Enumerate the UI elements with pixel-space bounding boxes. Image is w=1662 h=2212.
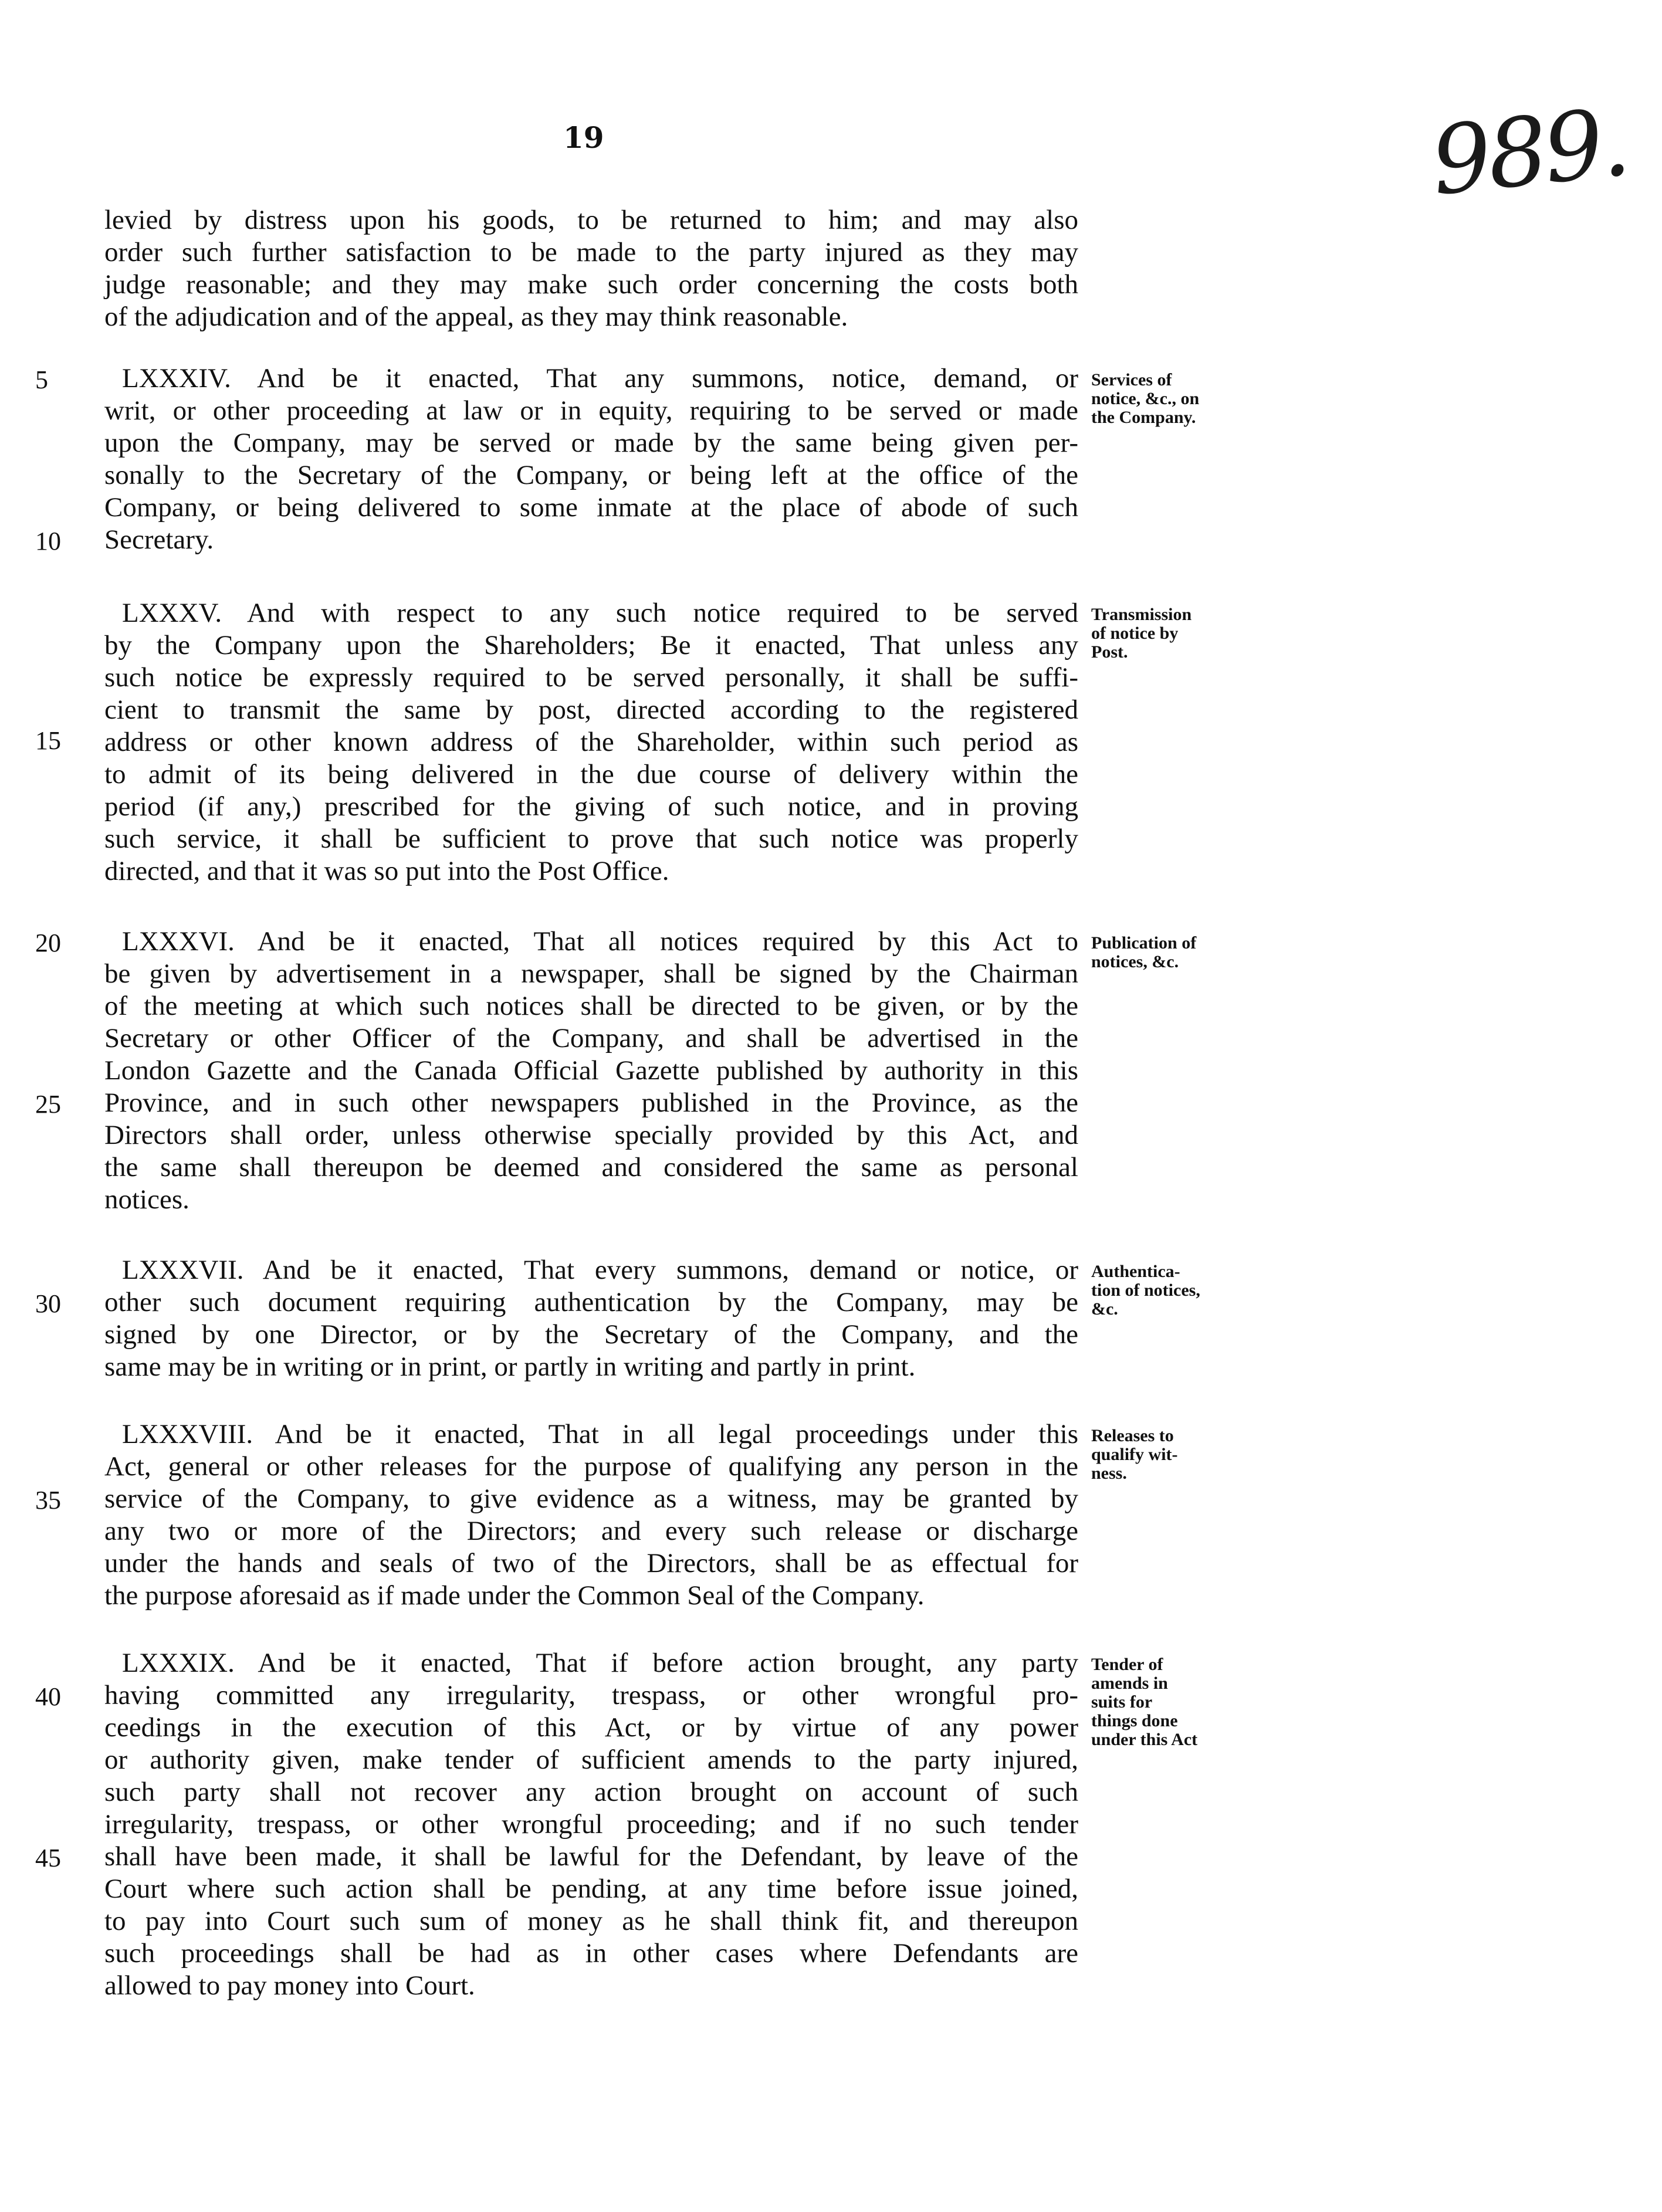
line-number: 40: [35, 1682, 61, 1711]
line-number: 25: [35, 1090, 61, 1119]
text-line: Directors shall order, unless otherwise specially provided by this Act, and: [104, 1120, 1078, 1150]
text-line: of the adjudication and of the appeal, as they may think reasonable.: [104, 302, 848, 332]
margin-note-services-of-notice: [1091, 371, 1255, 427]
line-number: 15: [35, 726, 61, 755]
text-line: Court where such action shall be pending, at any time before issue joined,: [104, 1874, 1078, 1904]
line-number: 45: [35, 1844, 61, 1872]
text-line: LXXXIV. And be it enacted, That any summons, notice, demand, or: [122, 363, 1078, 394]
text-line: order such further satisfaction to be made to the party injured as they may: [104, 237, 1078, 267]
text-line: the purpose aforesaid as if made under the Common Seal of the Company.: [104, 1580, 925, 1611]
text-line: Act, general or other releases for the purpose of qualifying any person in the: [104, 1451, 1078, 1482]
text-line: judge reasonable; and they may make such order concerning the costs both: [104, 269, 1078, 300]
margin-note-authentication-of-notices: [1091, 1262, 1255, 1319]
margin-note-line: the Company.: [1091, 408, 1196, 427]
text-line: signed by one Director, or by the Secretary of the Company, and the: [104, 1319, 1078, 1350]
margin-note-line: amends in: [1091, 1674, 1168, 1693]
margin-note-line: things done: [1091, 1711, 1178, 1730]
line-number: 20: [35, 929, 61, 957]
margin-note-tender-of-amends: [1091, 1655, 1255, 1749]
text-line: levied by distress upon his goods, to be returned to him; and may also: [104, 205, 1078, 235]
section-lxxxiv: [104, 363, 1078, 556]
text-line: ceedings in the execution of this Act, or by virtue of any power: [104, 1712, 1078, 1743]
text-line: Secretary.: [104, 524, 214, 555]
text-line: irregularity, trespass, or other wrongful proceeding; and if no such tender: [104, 1809, 1078, 1840]
margin-note-line: Publication of: [1091, 933, 1197, 953]
text-line: or authority given, make tender of sufficient amends to the party injured,: [104, 1744, 1078, 1775]
margin-note-line: suits for: [1091, 1692, 1153, 1712]
text-line: such party shall not recover any action brought on account of such: [104, 1777, 1078, 1807]
text-line: allowed to pay money into Court.: [104, 1970, 475, 2001]
text-line: Company, or being delivered to some inmate at the place of abode of such: [104, 492, 1078, 523]
margin-note-line: tion of notices,: [1091, 1281, 1200, 1300]
text-line: such service, it shall be sufficient to prove that such notice was properly: [104, 824, 1078, 854]
margin-note-line: Releases to: [1091, 1426, 1174, 1445]
text-line: cient to transmit the same by post, directed according to the registered: [104, 695, 1078, 725]
text-line: LXXXVIII. And be it enacted, That in all legal proceedings under this: [122, 1419, 1078, 1449]
margin-note-releases-to-qualify-witness: [1091, 1427, 1255, 1483]
paragraph-continuation: [104, 204, 1078, 333]
text-line: under the hands and seals of two of the Directors, shall be as effectual for: [104, 1548, 1078, 1578]
margin-note-line: Tender of: [1091, 1655, 1163, 1674]
section-lxxxviii: [104, 1418, 1078, 1612]
line-number: 35: [35, 1486, 61, 1515]
margin-note-line: notices, &c.: [1091, 952, 1179, 971]
text-line: upon the Company, may be served or made by the same being given per-: [104, 428, 1078, 458]
text-line: of the meeting at which such notices shall be directed to be given, or by the: [104, 991, 1078, 1021]
text-line: Secretary or other Officer of the Company, and shall be advertised in the: [104, 1023, 1078, 1054]
margin-note-line: Post.: [1091, 642, 1128, 662]
line-number: 30: [35, 1289, 61, 1318]
text-line: by the Company upon the Shareholders; Be it enacted, That unless any: [104, 630, 1078, 660]
section-lxxxv: [104, 597, 1078, 887]
text-line: to admit of its being delivered in the due course of delivery within the: [104, 759, 1078, 790]
margin-note-line: under this Act: [1091, 1730, 1198, 1749]
text-line: service of the Company, to give evidence as a witness, may be granted by: [104, 1483, 1078, 1514]
text-line: notices.: [104, 1184, 189, 1215]
section-lxxxvii: [104, 1254, 1078, 1383]
text-line: sonally to the Secretary of the Company, or being left at the office of the: [104, 460, 1078, 490]
handwritten-page-number: 989.: [1426, 87, 1632, 216]
text-line: London Gazette and the Canada Official Gazette published by authority in this: [104, 1055, 1078, 1086]
section-lxxxix: [104, 1647, 1078, 2002]
margin-note-transmission-of-notice: [1091, 605, 1255, 662]
margin-note-line: Transmission: [1091, 605, 1192, 624]
text-line: shall have been made, it shall be lawful for the Defendant, by leave of the: [104, 1841, 1078, 1872]
text-line: any two or more of the Directors; and every such release or discharge: [104, 1516, 1078, 1546]
margin-note-line: Services of: [1091, 370, 1172, 389]
text-line: the same shall thereupon be deemed and considered the same as personal: [104, 1152, 1078, 1183]
margin-note-line: ness.: [1091, 1464, 1127, 1483]
line-number: 10: [35, 527, 61, 555]
margin-note-line: qualify wit-: [1091, 1445, 1178, 1464]
page-number: 19: [563, 120, 604, 155]
margin-note-line: of notice by: [1091, 624, 1179, 643]
text-line: be given by advertisement in a newspaper, shall be signed by the Chairman: [104, 958, 1078, 989]
text-line: to pay into Court such sum of money as he shall think fit, and thereupon: [104, 1906, 1078, 1936]
text-line: LXXXV. And with respect to any such notice required to be served: [122, 598, 1078, 628]
text-line: writ, or other proceeding at law or in equity, requiring to be served or made: [104, 395, 1078, 426]
text-line: address or other known address of the Shareholder, within such period as: [104, 727, 1078, 757]
margin-note-line: &c.: [1091, 1299, 1118, 1319]
text-line: directed, and that it was so put into the Post Office.: [104, 856, 669, 886]
text-line: having committed any irregularity, trespass, or other wrongful pro-: [104, 1680, 1078, 1710]
margin-note-line: Authentica-: [1091, 1262, 1180, 1281]
text-line: other such document requiring authentication by the Company, may be: [104, 1287, 1078, 1317]
section-lxxxvi: [104, 926, 1078, 1216]
margin-note-publication-of-notices: [1091, 934, 1255, 971]
text-line: LXXXIX. And be it enacted, That if before action brought, any party: [122, 1648, 1078, 1678]
text-line: Province, and in such other newspapers published in the Province, as the: [104, 1088, 1078, 1118]
text-line: LXXXVI. And be it enacted, That all notices required by this Act to: [122, 926, 1078, 957]
text-line: LXXXVII. And be it enacted, That every summons, demand or notice, or: [122, 1255, 1078, 1285]
line-number: 5: [35, 365, 48, 394]
text-line: such notice be expressly required to be served personally, it shall be suffi-: [104, 662, 1078, 693]
text-line: period (if any,) prescribed for the giving of such notice, and in proving: [104, 791, 1078, 822]
text-line: such proceedings shall be had as in other cases where Defendants are: [104, 1938, 1078, 1969]
text-line: same may be in writing or in print, or partly in writing and partly in print.: [104, 1351, 916, 1382]
margin-note-line: notice, &c., on: [1091, 389, 1200, 408]
